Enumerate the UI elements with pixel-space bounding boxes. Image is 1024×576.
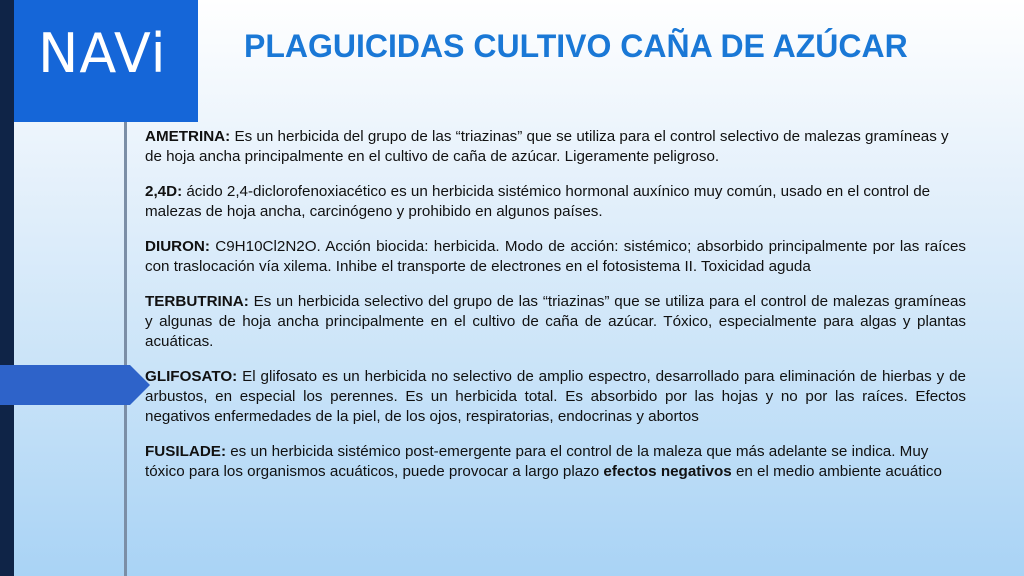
logo-text: NAVi bbox=[38, 22, 167, 85]
term-label: GLIFOSATO: bbox=[145, 368, 238, 385]
paragraph-diuron bbox=[145, 237, 966, 277]
paragraph-terbutrina bbox=[145, 292, 966, 352]
term-description-end: en el medio ambiente acuático bbox=[731, 463, 942, 480]
term-description: es un herbicida sistémico post-emergente para el control de la maleza que más adelante se indica. Muy tóxico para los organismos acuáticos, puede provocar a largo plazo bbox=[145, 443, 929, 480]
term-description: Es un herbicida selectivo del grupo de las “triazinas” que se utiliza para el control de malezas gramíneas y algunas de hoja ancha principalmente en el cultivo de caña de azúcar. Tóxico, especialmente para algas y plantas acuáticas. bbox=[145, 293, 966, 350]
paragraph-24d bbox=[145, 182, 966, 222]
term-label: AMETRINA: bbox=[145, 128, 231, 145]
paragraph-fusilade bbox=[145, 442, 966, 482]
term-label: FUSILADE: bbox=[145, 443, 226, 460]
term-description: El glifosato es un herbicida no selectivo de amplio espectro, desarrollado para eliminación de hierbas y de arbustos, en especial los perennes. Es un herbicida total. Es absorbido por las hojas y no por las raíces. Efectos negativos enfermedades de la piel, de los ojos, respiratorias, endocrinas y abortos bbox=[145, 368, 966, 425]
arrow-decoration bbox=[0, 365, 150, 405]
term-label: 2,4D: bbox=[145, 183, 183, 200]
vertical-divider-line bbox=[124, 122, 127, 576]
page-title: PLAGUICIDAS CULTIVO CAÑA DE AZÚCAR bbox=[244, 28, 908, 64]
left-accent-bar bbox=[0, 0, 14, 576]
content-body bbox=[145, 127, 966, 497]
term-description: ácido 2,4-diclorofenoxiacético es un herbicida sistémico hormonal auxínico muy común, usado en el control de malezas de hoja ancha, carcinógeno y prohibido en algunos países. bbox=[145, 183, 931, 220]
term-label: DIURON: bbox=[145, 238, 210, 255]
term-description: Es un herbicida del grupo de las “triazinas” que se utiliza para el control selectivo de malezas gramíneas y de hoja ancha principalmente en el cultivo de caña de azúcar. Ligeramente peligroso. bbox=[145, 128, 949, 165]
paragraph-ametrina bbox=[145, 127, 966, 167]
term-description: C9H10Cl2N2O. Acción biocida: herbicida. Modo de acción: sistémico; absorbido principalmente por las raíces con traslocación vía xilema. Inhibe el transporte de electrones en el fotosistema II. Toxicidad aguda bbox=[145, 238, 966, 275]
term-label: TERBUTRINA: bbox=[145, 293, 249, 310]
logo-box bbox=[14, 0, 198, 122]
term-emphasis: efectos negativos bbox=[603, 463, 732, 480]
paragraph-glifosato bbox=[145, 367, 966, 427]
